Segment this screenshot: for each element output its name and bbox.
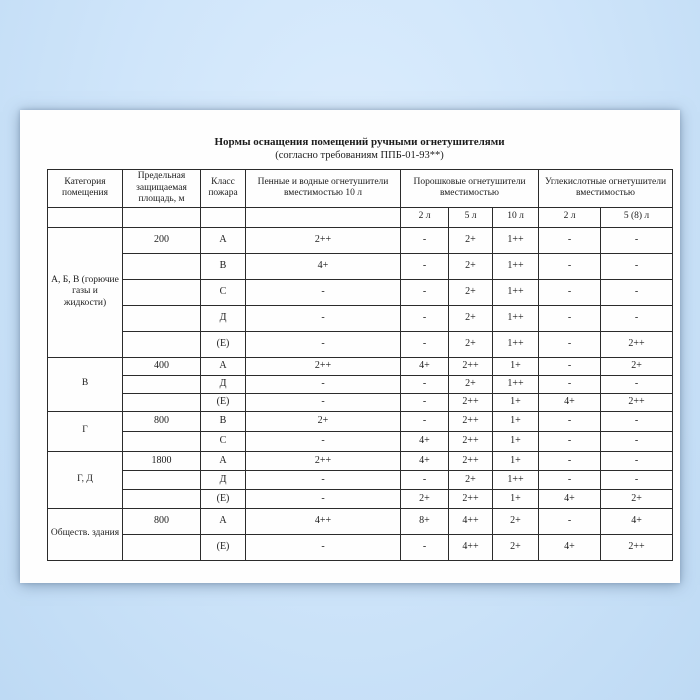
fire-class-cell: Д (201, 375, 246, 393)
value-cell: - (539, 305, 601, 331)
fire-class-cell: А (201, 451, 246, 470)
value-cell: 4++ (449, 534, 493, 560)
value-cell: 2++ (449, 489, 493, 508)
area-cell (123, 489, 201, 508)
header-row-units (48, 207, 673, 227)
value-cell: - (601, 279, 673, 305)
value-cell: - (246, 470, 401, 489)
value-cell: 2+ (449, 305, 493, 331)
area-cell: 1800 (123, 451, 201, 470)
value-cell: 2+ (401, 489, 449, 508)
value-cell: - (401, 411, 449, 431)
table-row (48, 411, 673, 431)
value-cell: 4+ (539, 534, 601, 560)
header-fire-class: Класс пожара (201, 170, 246, 208)
value-cell: - (246, 331, 401, 357)
value-cell: 2++ (246, 451, 401, 470)
value-cell: 4+ (601, 508, 673, 534)
table-row (48, 375, 673, 393)
value-cell: - (246, 279, 401, 305)
value-cell: 1++ (493, 470, 539, 489)
value-cell: 2++ (449, 393, 493, 411)
value-cell: 4+ (401, 451, 449, 470)
fire-class-cell: (Е) (201, 393, 246, 411)
value-cell: - (401, 331, 449, 357)
value-cell: - (539, 508, 601, 534)
header-area: Предельная защищаемая площадь, м (123, 170, 201, 208)
table-row (48, 393, 673, 411)
value-cell: 2++ (449, 451, 493, 470)
table-row (48, 534, 673, 560)
value-cell: - (246, 375, 401, 393)
value-cell: - (401, 253, 449, 279)
value-cell: - (539, 411, 601, 431)
table-body (48, 227, 673, 560)
fire-class-cell: А (201, 508, 246, 534)
fire-class-cell: С (201, 279, 246, 305)
value-cell: 4+ (401, 357, 449, 375)
table-row (48, 470, 673, 489)
header-co2-size: 5 (8) л (601, 207, 673, 227)
value-cell: 4++ (449, 508, 493, 534)
category-cell: Г (48, 411, 123, 451)
value-cell: - (601, 253, 673, 279)
fire-class-cell: (Е) (201, 489, 246, 508)
value-cell: 2++ (449, 431, 493, 451)
table-row (48, 253, 673, 279)
area-cell (123, 331, 201, 357)
value-cell: 2++ (601, 393, 673, 411)
header-empty-cell (246, 207, 401, 227)
header-powder-size: 10 л (493, 207, 539, 227)
title-block (47, 136, 672, 162)
value-cell: 2+ (449, 227, 493, 253)
document-page (20, 110, 680, 583)
header-powder-group: Порошковые огнетушители вместимостью (401, 170, 539, 208)
table-row (48, 227, 673, 253)
header-powder-size: 5 л (449, 207, 493, 227)
value-cell: 1++ (493, 279, 539, 305)
value-cell: 4+ (246, 253, 401, 279)
area-cell (123, 431, 201, 451)
header-empty-cell (201, 207, 246, 227)
value-cell: - (601, 411, 673, 431)
value-cell: 1++ (493, 375, 539, 393)
value-cell: 2++ (601, 331, 673, 357)
value-cell: - (401, 227, 449, 253)
document-content (20, 110, 672, 561)
value-cell: - (539, 431, 601, 451)
value-cell: 1+ (493, 357, 539, 375)
area-cell (123, 253, 201, 279)
value-cell: 2+ (601, 489, 673, 508)
fire-class-cell: В (201, 411, 246, 431)
area-cell: 200 (123, 227, 201, 253)
value-cell: 2+ (449, 331, 493, 357)
value-cell: - (539, 253, 601, 279)
value-cell: 2++ (449, 411, 493, 431)
value-cell: - (246, 431, 401, 451)
value-cell: - (539, 470, 601, 489)
header-empty-cell (48, 207, 123, 227)
value-cell: - (401, 393, 449, 411)
value-cell: 2+ (449, 375, 493, 393)
area-cell: 800 (123, 411, 201, 431)
fire-class-cell: Д (201, 305, 246, 331)
category-cell: В (48, 357, 123, 411)
area-cell (123, 279, 201, 305)
value-cell: - (246, 305, 401, 331)
value-cell: - (539, 451, 601, 470)
value-cell: 4+ (539, 489, 601, 508)
fire-class-cell: (Е) (201, 331, 246, 357)
fire-class-cell: (Е) (201, 534, 246, 560)
document-title: Нормы оснащения помещений ручными огнетушителями (214, 136, 505, 148)
value-cell: 2++ (449, 357, 493, 375)
value-cell: - (539, 331, 601, 357)
table-row (48, 279, 673, 305)
area-cell (123, 305, 201, 331)
value-cell: - (601, 305, 673, 331)
table-row (48, 451, 673, 470)
fire-class-cell: В (201, 253, 246, 279)
extinguisher-norms-table (47, 169, 673, 561)
value-cell: - (246, 393, 401, 411)
value-cell: - (401, 534, 449, 560)
value-cell: - (601, 451, 673, 470)
value-cell: - (539, 279, 601, 305)
table-header (48, 170, 673, 228)
value-cell: - (601, 375, 673, 393)
area-cell (123, 393, 201, 411)
value-cell: - (601, 431, 673, 451)
value-cell: 2+ (246, 411, 401, 431)
value-cell: 8+ (401, 508, 449, 534)
document-subtitle: (согласно требованиям ППБ-01-93**) (275, 150, 444, 161)
header-category: Категория помещения (48, 170, 123, 208)
value-cell: 1++ (493, 227, 539, 253)
fire-class-cell: А (201, 227, 246, 253)
value-cell: 1++ (493, 331, 539, 357)
value-cell: 4+ (539, 393, 601, 411)
table-row (48, 331, 673, 357)
value-cell: 1+ (493, 451, 539, 470)
header-powder-size: 2 л (401, 207, 449, 227)
header-co2-size: 2 л (539, 207, 601, 227)
value-cell: 1+ (493, 431, 539, 451)
header-row-main (48, 170, 673, 208)
value-cell: 2+ (449, 470, 493, 489)
value-cell: 2+ (449, 279, 493, 305)
value-cell: 1+ (493, 489, 539, 508)
value-cell: - (401, 470, 449, 489)
value-cell: - (401, 279, 449, 305)
value-cell: - (539, 227, 601, 253)
value-cell: 4++ (246, 508, 401, 534)
value-cell: 2+ (493, 508, 539, 534)
header-foam: Пенные и водные огнетушители вместимостью 10 л (246, 170, 401, 208)
value-cell: 2++ (246, 357, 401, 375)
value-cell: - (601, 227, 673, 253)
header-co2-group: Углекислотные огнетушители вместимостью (539, 170, 673, 208)
value-cell: - (246, 489, 401, 508)
value-cell: 4+ (401, 431, 449, 451)
category-cell: А, Б, В (горючие газы и жидкости) (48, 227, 123, 357)
area-cell (123, 375, 201, 393)
category-cell: Обществ. здания (48, 508, 123, 560)
value-cell: 2+ (601, 357, 673, 375)
value-cell: 2+ (493, 534, 539, 560)
value-cell: 2+ (449, 253, 493, 279)
value-cell: - (401, 375, 449, 393)
fire-class-cell: А (201, 357, 246, 375)
fire-class-cell: Д (201, 470, 246, 489)
value-cell: - (601, 470, 673, 489)
value-cell: 1++ (493, 253, 539, 279)
table-row (48, 431, 673, 451)
area-cell: 800 (123, 508, 201, 534)
table-row (48, 305, 673, 331)
value-cell: - (539, 357, 601, 375)
table-row (48, 489, 673, 508)
table-row (48, 357, 673, 375)
area-cell (123, 534, 201, 560)
area-cell: 400 (123, 357, 201, 375)
fire-class-cell: С (201, 431, 246, 451)
value-cell: - (246, 534, 401, 560)
table-row (48, 508, 673, 534)
category-cell: Г, Д (48, 451, 123, 508)
area-cell (123, 470, 201, 489)
value-cell: 1+ (493, 411, 539, 431)
value-cell: 1++ (493, 305, 539, 331)
value-cell: 2++ (246, 227, 401, 253)
value-cell: 2++ (601, 534, 673, 560)
header-empty-cell (123, 207, 201, 227)
value-cell: - (401, 305, 449, 331)
value-cell: - (539, 375, 601, 393)
value-cell: 1+ (493, 393, 539, 411)
